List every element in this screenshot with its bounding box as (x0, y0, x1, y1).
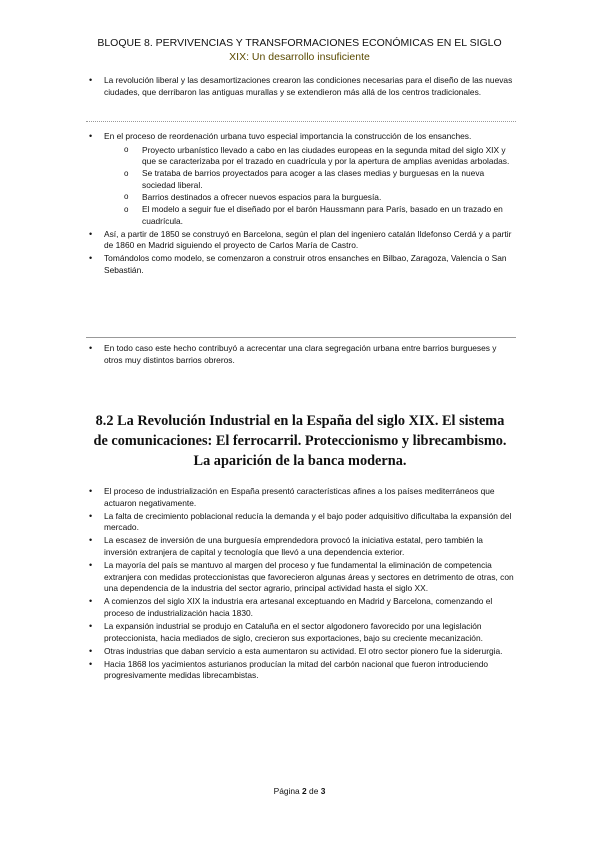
section-heading-line: de comunicaciones: El ferrocarril. Proteccionismo y librecambismo. (93, 433, 507, 449)
section-heading-line: La aparición de la banca moderna. (193, 453, 407, 469)
list-item: • Tomándolos como modelo, se comenzaron a construir otros ensanches en Bilbao, Zaragoza, Valencia o San Sebastián. (86, 253, 516, 276)
list-item: • La escasez de inversión de una burguesía emprendedora provocó la iniciativa estatal, pero también la inversión extranjera de capital y tecnología que llevó a una dependencia exterior. (86, 535, 516, 558)
list-item: • En todo caso este hecho contribuyó a acrecentar una clara segregación urbana entre barrios burgueses y otros muy distintos barrios obreros. (86, 343, 516, 366)
list-item: • Hacia 1868 los yacimientos asturianos producían la mitad del carbón nacional que fueron introduciendo progresivamente medidas librecambistas. (86, 659, 516, 682)
list-item: • Otras industrias que daban servicio a esta aumentaron su actividad. El otro sector pionero fue la siderurgia. (86, 646, 516, 658)
list-item: • El proceso de industrialización en España presentó características afines a los países mediterráneos que actuaron negativamente. (86, 486, 516, 509)
block-3 (86, 343, 516, 368)
block-4 (86, 486, 516, 684)
footer-page-word: Página (273, 786, 300, 796)
list-item-text: En el proceso de reordenación urbana tuvo especial importancia la construcción de los ensanches. (104, 131, 472, 141)
section-heading (80, 411, 520, 471)
footer-of-word: de (309, 786, 319, 796)
list-item (86, 131, 516, 227)
page-header (0, 36, 599, 64)
page-footer (0, 786, 599, 796)
header-title: BLOQUE 8. PERVIVENCIAS Y TRANSFORMACIONES ECONÓMICAS EN EL SIGLO (97, 37, 502, 49)
list-item: • La falta de crecimiento poblacional reducía la demanda y el bajo poder adquisitivo dificultaba la expansión del mercado. (86, 511, 516, 534)
block-2 (86, 131, 516, 278)
sub-list-item: o Proyecto urbanístico llevado a cabo en las ciudades europeas en la segunda mitad del siglo XIX y que se caracterizaba por el trazado en cuadrícula y por la apertura de amplias avenidas arboladas. (122, 145, 516, 168)
list-item: • La revolución liberal y las desamortizaciones crearon las condiciones necesarias para el diseño de las nuevas ciudades, que derribaron las antiguas murallas y se extendieron más allá de los centros tradicionales. (86, 75, 516, 98)
block-1 (86, 75, 516, 100)
section-heading-line: 8.2 La Revolución Industrial en la España del siglo XIX. El sistema (95, 413, 505, 429)
list-item: • La mayoría del país se mantuvo al margen del proceso y fue fundamental la eliminación de competencia extranjera con medidas proteccionistas que favorecieron algunas áreas y sectores en detrimento de otras, con una dependencia de la industria del sector agrario, principal actividad hasta el siglo XX. (86, 560, 516, 595)
sub-list-item: o El modelo a seguir fue el diseñado por el barón Haussmann para París, basado en un trazado en cuadrícula. (122, 204, 516, 227)
list-item: • Así, a partir de 1850 se construyó en Barcelona, según el plan del ingeniero catalán Ildefonso Cerdá y a partir de 1860 en Madrid siguiendo el proyecto de Carlos María de Castro. (86, 229, 516, 252)
sub-list-item: o Se trataba de barrios proyectados para acoger a las clases medias y burguesas en la nueva sociedad liberal. (122, 168, 516, 191)
footer-page-number: 2 (302, 786, 307, 796)
header-subtitle: XIX: Un desarrollo insuficiente (229, 51, 370, 63)
footer-page-total: 3 (320, 786, 326, 796)
divider (86, 337, 516, 338)
list-item: • A comienzos del siglo XIX la industria era artesanal exceptuando en Madrid y Barcelona, comenzando el proceso de industrialización hacia 1830. (86, 596, 516, 619)
sub-list-item: o Barrios destinados a ofrecer nuevos espacios para la burguesía. (122, 192, 516, 204)
list-item: • La expansión industrial se produjo en Cataluña en el sector algodonero favorecido por una legislación proteccionista, hacia mediados de siglo, crecieron sus exportaciones, bajo su creciente mecanización. (86, 621, 516, 644)
divider (86, 121, 516, 122)
